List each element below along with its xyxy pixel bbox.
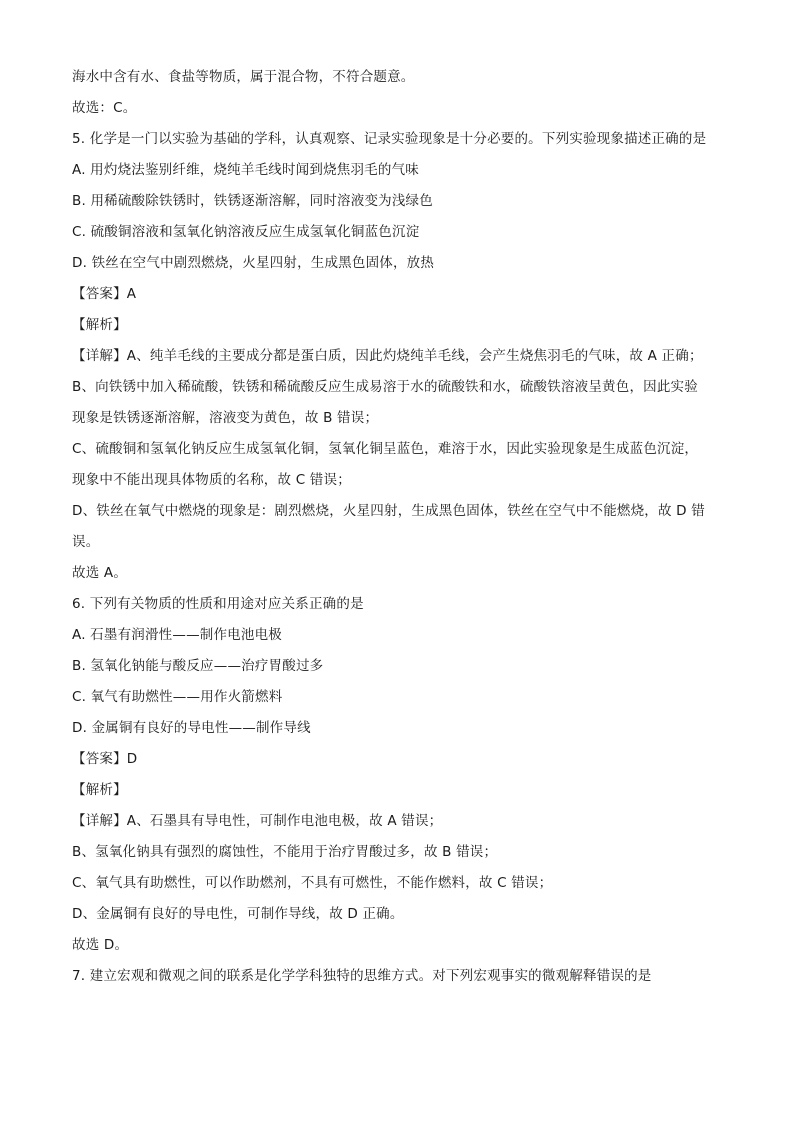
question-6-answer: 【答案】D bbox=[72, 751, 138, 767]
question-6-option-c: C. 氧气有助燃性——用作火箭燃料 bbox=[72, 689, 283, 705]
question-7-stem: 7. 建立宏观和微观之间的联系是化学学科独特的思维方式。对下列宏观事实的微观解释错误的是 bbox=[72, 968, 652, 984]
question-5-detail-5: 现象中不能出现具体物质的名称，故 C 错误； bbox=[72, 472, 351, 488]
question-6-option-a: A. 石墨有润滑性——制作电池电极 bbox=[72, 627, 282, 643]
question-6-detail-4: D、金属铜有良好的导电性，可制作导线，故 D 正确。 bbox=[72, 906, 404, 922]
question-6-stem: 6. 下列有关物质的性质和用途对应关系正确的是 bbox=[72, 596, 364, 612]
question-6-analysis-heading: 【解析】 bbox=[72, 782, 127, 798]
question-5-detail-7: 误。 bbox=[72, 534, 100, 550]
question-5-option-d: D. 铁丝在空气中剧烈燃烧，火星四射，生成黑色固体，放热 bbox=[72, 255, 435, 271]
question-5-detail-1: 【详解】A、纯羊毛线的主要成分都是蛋白质，因此灼烧纯羊毛线，会产生烧焦羽毛的气味，故 A 正确； bbox=[72, 348, 703, 364]
text-line-1: 海水中含有水、食盐等物质，属于混合物，不符合题意。 bbox=[72, 69, 415, 85]
question-5-option-a: A. 用灼烧法鉴别纤维，烧纯羊毛线时闻到烧焦羽毛的气味 bbox=[72, 162, 419, 178]
question-5-option-b: B. 用稀硫酸除铁锈时，铁锈逐渐溶解，同时溶液变为浅绿色 bbox=[72, 193, 433, 209]
question-5-answer: 【答案】A bbox=[72, 286, 137, 302]
question-6-option-b: B. 氢氧化钠能与酸反应——治疗胃酸过多 bbox=[72, 658, 324, 674]
question-5-detail-3: 现象是铁锈逐渐溶解，溶液变为黄色，故 B 错误； bbox=[72, 410, 379, 426]
question-6-detail-2: B、氢氧化钠具有强烈的腐蚀性，不能用于治疗胃酸过多，故 B 错误； bbox=[72, 844, 498, 860]
question-5-detail-2: B、向铁锈中加入稀硫酸，铁锈和稀硫酸反应生成易溶于水的硫酸铁和水，硫酸铁溶液呈黄色，因此实验 bbox=[72, 379, 698, 395]
question-6-detail-1: 【详解】A、石墨具有导电性，可制作电池电极，故 A 错误； bbox=[72, 813, 443, 829]
question-5-conclusion: 故选 A。 bbox=[72, 565, 128, 581]
question-5-detail-4: C、硫酸铜和氢氧化钠反应生成氢氧化铜，氢氧化铜呈蓝色，难溶于水，因此实验现象是生成蓝色沉淀， bbox=[72, 441, 699, 457]
question-5-stem: 5. 化学是一门以实验为基础的学科，认真观察、记录实验现象是十分必要的。下列实验现象描述正确的是 bbox=[72, 131, 707, 147]
question-6-detail-3: C、氧气具有助燃性，可以作助燃剂，不具有可燃性，不能作燃料，故 C 错误； bbox=[72, 875, 553, 891]
question-6-option-d: D. 金属铜有良好的导电性——制作导线 bbox=[72, 720, 311, 736]
question-5-option-c: C. 硫酸铜溶液和氢氧化钠溶液反应生成氢氧化铜蓝色沉淀 bbox=[72, 224, 420, 240]
question-5-analysis-heading: 【解析】 bbox=[72, 317, 127, 333]
question-6-conclusion: 故选 D。 bbox=[72, 937, 129, 953]
text-line-2: 故选：C。 bbox=[72, 100, 137, 116]
question-5-detail-6: D、铁丝在氧气中燃烧的现象是：剧烈燃烧，火星四射，生成黑色固体，铁丝在空气中不能燃烧，故 D 错 bbox=[72, 503, 705, 519]
